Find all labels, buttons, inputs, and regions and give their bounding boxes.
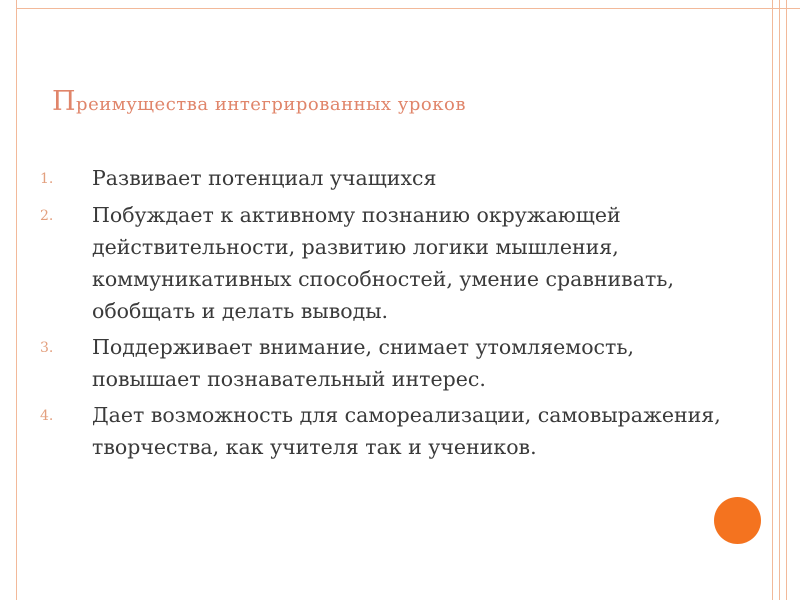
list-item-text: Побуждает к активному познанию окружающей действительности, развитию логики мышления, коммуникативных способностей, умение сравнивать, обобщать и делать выводы. <box>92 203 674 323</box>
list-item <box>40 399 740 463</box>
list-item-text: Дает возможность для самореализации, самовыражения, творчества, как учителя так и учеников. <box>92 403 721 459</box>
slide-title-rest: реимущества интегрированных уроков <box>76 94 466 115</box>
frame-line-right <box>772 0 773 600</box>
frame-line-right <box>779 0 780 600</box>
list-item-number: 1. <box>40 171 54 187</box>
slide-title <box>52 86 752 117</box>
frame-line-top <box>16 8 800 9</box>
list-item <box>40 331 740 395</box>
list-item <box>40 199 740 327</box>
list-item <box>40 162 740 195</box>
advantages-list <box>40 162 740 467</box>
slide-title-initial: П <box>52 86 77 117</box>
list-item-number: 2. <box>40 208 54 224</box>
list-item-number: 3. <box>40 340 54 356</box>
list-item-text: Развивает потенциал учащихся <box>92 166 437 190</box>
frame-line-right <box>786 0 787 600</box>
decorative-circle-icon <box>714 497 761 544</box>
list-item-text: Поддерживает внимание, снимает утомляемость, повышает познавательный интерес. <box>92 335 635 391</box>
frame-line-left <box>16 0 17 600</box>
list-item-number: 4. <box>40 408 54 424</box>
